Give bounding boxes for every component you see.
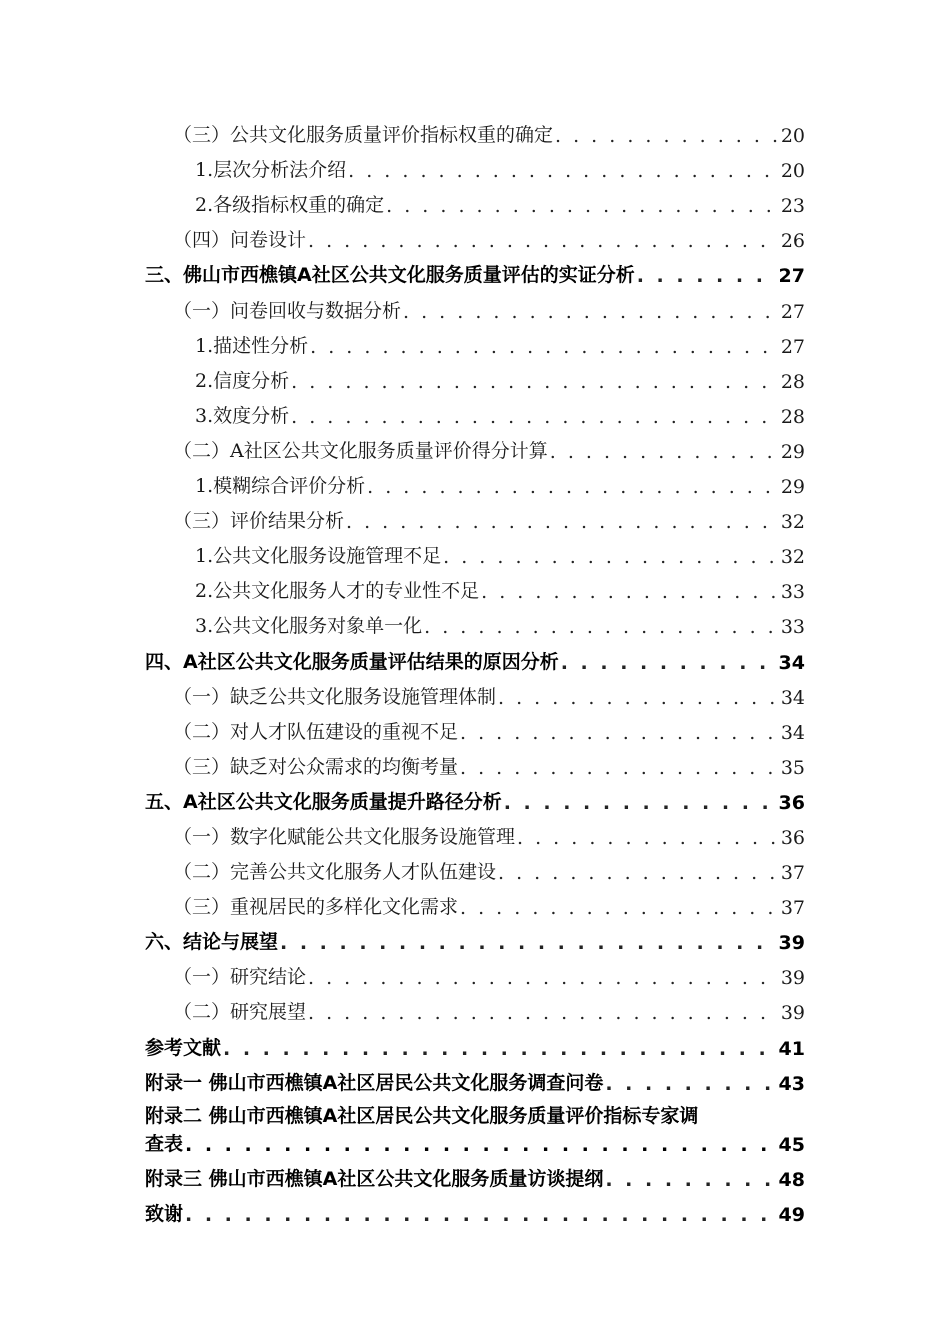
- toc-entry-title: 1.模糊综合评价分析: [195, 475, 366, 498]
- toc-leader-dots: [498, 862, 779, 884]
- toc-entry[interactable]: [145, 498, 805, 533]
- toc-entry[interactable]: [145, 1024, 805, 1059]
- toc-entry[interactable]: [145, 217, 805, 252]
- toc-entry-title: （二）完善公共文化服务人才队伍建设: [173, 861, 497, 884]
- toc-page-number: 37: [780, 862, 805, 885]
- toc-entry-title: 六、结论与展望: [145, 931, 279, 954]
- toc-entry-title: 三、佛山市西樵镇A社区公共文化服务质量评估的实证分析: [145, 264, 635, 287]
- toc-leader-dots: [308, 967, 779, 989]
- toc-page-number: 34: [778, 651, 805, 674]
- toc-leader-dots: [517, 827, 779, 849]
- toc-entry-title: 1.公共文化服务设施管理不足: [195, 545, 442, 568]
- toc-entry-title: （一）数字化赋能公共文化服务设施管理: [173, 825, 516, 848]
- toc-leader-dots: [637, 265, 777, 287]
- toc-leader-dots: [308, 1002, 779, 1024]
- toc-leader-dots: [403, 301, 779, 323]
- toc-leader-dots: [561, 652, 777, 674]
- toc-entry-title: 2.信度分析: [195, 369, 290, 392]
- toc-leader-dots: [460, 897, 779, 919]
- toc-page-number: 49: [778, 1203, 805, 1226]
- toc-entry[interactable]: [145, 323, 805, 358]
- toc-entry[interactable]: [145, 112, 805, 147]
- toc-entry[interactable]: [145, 814, 805, 849]
- toc-leader-dots: [310, 336, 779, 358]
- toc-leader-dots: [308, 230, 779, 252]
- toc-entry[interactable]: [145, 1156, 805, 1191]
- toc-leader-dots: [367, 476, 779, 498]
- toc-entry-title: 附录三 佛山市西樵镇A社区公共文化服务质量访谈提纲: [145, 1167, 604, 1190]
- toc-leader-dots: [346, 511, 779, 533]
- toc-entry[interactable]: [145, 1060, 805, 1095]
- toc-entry[interactable]: [145, 954, 805, 989]
- toc-entry-title: （三）缺乏对公众需求的均衡考量: [173, 755, 459, 778]
- toc-entry[interactable]: [145, 919, 805, 954]
- toc-entry-appendix-2[interactable]: [145, 1103, 805, 1156]
- toc-entry-title: 3.公共文化服务对象单一化: [195, 615, 423, 638]
- toc-entry[interactable]: [145, 182, 805, 217]
- toc-entry[interactable]: [145, 603, 805, 638]
- toc-page-number: 43: [778, 1072, 805, 1095]
- toc-leader-dots: [348, 160, 779, 182]
- toc-entry-title: （四）问卷设计: [173, 229, 307, 252]
- toc-leader-dots: [498, 687, 779, 709]
- toc-entry[interactable]: [145, 849, 805, 884]
- toc-entry-title: （三）评价结果分析: [173, 510, 345, 533]
- toc-entry[interactable]: [145, 1191, 805, 1226]
- toc-entry-title: 1.层次分析法介绍: [195, 159, 347, 182]
- toc-entry-title: （一）问卷回收与数据分析: [173, 299, 402, 322]
- toc-page-number: 41: [778, 1037, 805, 1060]
- toc-entries-tail: [145, 1156, 805, 1226]
- toc-page-number: 36: [780, 826, 805, 849]
- toc-leader-dots: [280, 932, 777, 954]
- toc-page-number: 29: [780, 440, 805, 463]
- toc-page-number: 36: [778, 791, 805, 814]
- toc-page-number: 48: [778, 1168, 805, 1191]
- toc-entry[interactable]: [145, 744, 805, 779]
- table-of-contents: [145, 112, 805, 1226]
- toc-page-number: 20: [780, 160, 805, 183]
- toc-leader-dots: [550, 441, 779, 463]
- toc-entry[interactable]: [145, 779, 805, 814]
- toc-page-number: 33: [780, 581, 805, 604]
- toc-entry-title: （二）A社区公共文化服务质量评价得分计算: [173, 439, 548, 462]
- toc-entry-title-continued: 查表: [145, 1132, 184, 1155]
- toc-page-number: 35: [780, 756, 805, 779]
- toc-entry-title: 3.效度分析: [195, 404, 290, 427]
- toc-leader-dots: [424, 616, 779, 638]
- toc-leader-dots: [460, 757, 779, 779]
- toc-entry-title: （二）研究展望: [173, 1001, 307, 1024]
- toc-entry[interactable]: [145, 989, 805, 1024]
- toc-page-number: 23: [780, 195, 805, 218]
- toc-page-number: 32: [780, 546, 805, 569]
- toc-page-number: 39: [778, 932, 805, 955]
- toc-page-number: 34: [780, 686, 805, 709]
- toc-entry-title: （一）缺乏公共文化服务设施管理体制: [173, 685, 497, 708]
- toc-entry-title: （一）研究结论: [173, 966, 307, 989]
- toc-entry-title: 附录二 佛山市西樵镇A社区居民公共文化服务质量评价指标专家调: [145, 1104, 699, 1127]
- toc-entry[interactable]: [145, 393, 805, 428]
- toc-leader-dots: [605, 1073, 776, 1095]
- toc-entry[interactable]: [145, 674, 805, 709]
- toc-leader-dots: [185, 1134, 777, 1156]
- toc-entry-title: （三）重视居民的多样化文化需求: [173, 896, 459, 919]
- toc-entry[interactable]: [145, 252, 805, 287]
- toc-entry[interactable]: [145, 358, 805, 393]
- toc-entry-title: （二）对人才队伍建设的重视不足: [173, 720, 459, 743]
- toc-page-number: 27: [780, 300, 805, 323]
- toc-entries: [145, 112, 805, 1095]
- toc-leader-dots: [605, 1169, 776, 1191]
- toc-leader-dots: [504, 792, 777, 814]
- toc-entry-title: 参考文献: [145, 1036, 222, 1059]
- toc-page-number: 34: [780, 721, 805, 744]
- toc-page-number: 29: [780, 476, 805, 499]
- toc-entry-title: （三）公共文化服务质量评价指标权重的确定: [173, 124, 554, 147]
- toc-leader-dots: [386, 195, 779, 217]
- toc-page-number: 37: [780, 897, 805, 920]
- toc-leader-dots: [555, 125, 779, 147]
- toc-entry[interactable]: [145, 287, 805, 322]
- toc-page-number: 39: [780, 967, 805, 990]
- toc-entry[interactable]: [145, 638, 805, 673]
- toc-page-number: 45: [778, 1133, 805, 1156]
- toc-entry[interactable]: [145, 884, 805, 919]
- toc-page-number: 39: [780, 1002, 805, 1025]
- toc-entry[interactable]: [145, 533, 805, 568]
- toc-leader-dots: [291, 371, 779, 393]
- toc-entry-title: 四、A社区公共文化服务质量评估结果的原因分析: [145, 650, 559, 673]
- toc-entry[interactable]: [145, 147, 805, 182]
- toc-entry-title: 致谢: [145, 1202, 184, 1225]
- toc-entry-title: 附录一 佛山市西樵镇A社区居民公共文化服务调查问卷: [145, 1071, 604, 1094]
- toc-page-number: 28: [780, 370, 805, 393]
- toc-entry-title: 2.公共文化服务人才的专业性不足: [195, 580, 480, 603]
- toc-page-number: 33: [780, 616, 805, 639]
- toc-page-number: 27: [780, 335, 805, 358]
- toc-page-number: 27: [778, 265, 805, 288]
- toc-entry-title: 五、A社区公共文化服务质量提升路径分析: [145, 790, 502, 813]
- toc-page-number: 20: [780, 125, 805, 148]
- toc-leader-dots: [460, 722, 779, 744]
- toc-leader-dots: [443, 546, 779, 568]
- toc-entry-title: 2.各级指标权重的确定: [195, 194, 385, 217]
- toc-page-number: 26: [780, 230, 805, 253]
- toc-leader-dots: [185, 1204, 777, 1226]
- toc-entry-title: 1.描述性分析: [195, 334, 309, 357]
- toc-page-number: 28: [780, 405, 805, 428]
- toc-entry[interactable]: [145, 568, 805, 603]
- toc-leader-dots: [223, 1038, 777, 1060]
- toc-page-number: 32: [780, 511, 805, 534]
- toc-entry[interactable]: [145, 428, 805, 463]
- toc-leader-dots: [291, 406, 779, 428]
- toc-entry[interactable]: [145, 463, 805, 498]
- toc-leader-dots: [481, 581, 779, 603]
- toc-entry[interactable]: [145, 709, 805, 744]
